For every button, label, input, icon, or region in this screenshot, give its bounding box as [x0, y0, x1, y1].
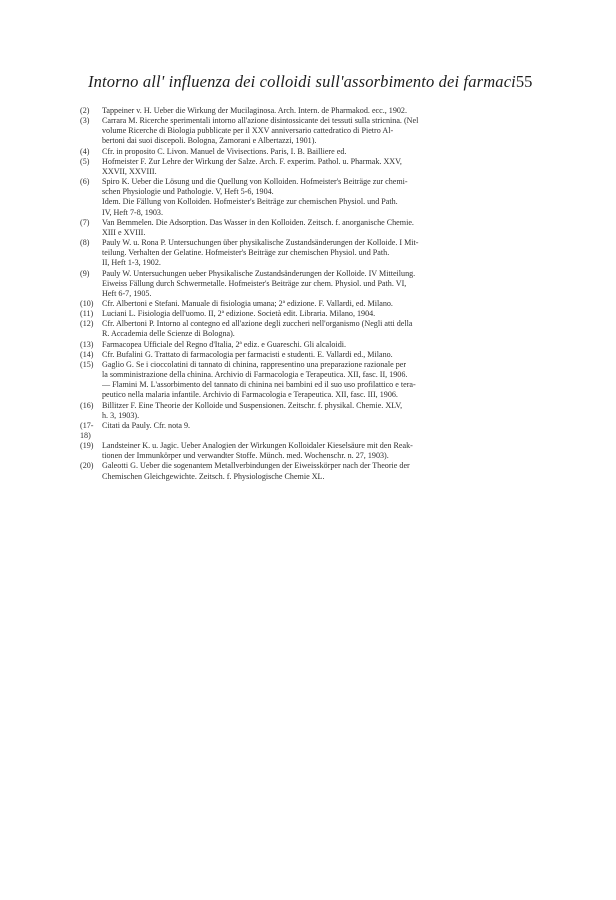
reference-line: Van Bemmelen. Die Adsorption. Das Wasser in den Kolloiden. Zeitsch. f. anorganische Chemie. — [102, 217, 414, 227]
reference-entry — [80, 147, 516, 157]
reference-line: Pauly W. u. Rona P. Untersuchungen über physikalische Zustandsänderungen der Kolloide. I Mit- — [102, 238, 419, 248]
reference-number: (10) — [80, 298, 94, 308]
reference-line: Spiro K. Ueber die Lösung und die Quellung von Kolloiden. Hofmeister's Beiträge zur chemi- — [102, 177, 408, 187]
reference-entry — [80, 269, 516, 299]
running-header — [88, 72, 533, 92]
reference-number: (2) — [80, 106, 90, 115]
reference-line: Citati da Pauly. Cfr. nota 9. — [102, 420, 191, 430]
reference-line: R. Accademia delle Scienze di Bologna). — [102, 329, 235, 339]
reference-number: (5) — [80, 156, 90, 166]
reference-text — [102, 421, 516, 441]
reference-number: (7) — [80, 217, 90, 227]
reference-line: Hofmeister F. Zur Lehre der Wirkung der Salze. Arch. F. experim. Pathol. u. Pharmak. XXV, — [102, 156, 402, 166]
reference-line: Gaglio G. Se i cioccolatini di tannato di chinina, rappresentino una preparazione razionale per — [102, 359, 407, 369]
reference-line: h. 3, 1903). — [102, 410, 140, 420]
reference-text — [102, 177, 516, 218]
reference-text — [102, 218, 516, 238]
reference-number: (4) — [80, 146, 90, 156]
reference-text — [102, 441, 516, 461]
reference-number: (6) — [80, 177, 90, 187]
reference-number: (14) — [80, 349, 94, 359]
reference-line: Cfr. Albertoni e Stefani. Manuale di fisiologia umana; 2ª edizione. F. Vallardi, ed. Milano. — [102, 298, 393, 308]
reference-line: Billitzer F. Eine Theorie der Kolloide und Suspensionen. Zeitschr. f. physikal. Chemie. XLV, — [102, 400, 403, 410]
reference-line: — Flamini M. L'assorbimento del tannato di chinina nei bambini ed il suo uso profilattico e tera- — [102, 380, 416, 390]
reference-line: Tappeiner v. H. Ueber die Wirkung der Mucilaginosa. Arch. Intern. de Pharmakod. ecc., 1902. — [102, 106, 408, 115]
reference-line: volume Ricerche di Biologia pubblicate per il XXV anniversario cattedratico di Pietro Al- — [102, 126, 394, 136]
reference-line: Farmacopea Ufficiale del Regno d'Italia, 2ª ediz. e Guareschi. Gli alcaloidi. — [102, 339, 347, 349]
reference-line: Cfr. in proposito C. Livon. Manuel de Vivisections. Paris, I. B. Bailliere ed. — [102, 146, 347, 156]
reference-number: (15) — [80, 359, 94, 369]
reference-text — [102, 461, 516, 481]
reference-number: (9) — [80, 268, 90, 278]
references-list — [80, 106, 516, 482]
running-title: Intorno all' influenza dei colloidi sull'assorbimento dei farmaci — [88, 72, 516, 91]
reference-entry — [80, 299, 516, 309]
reference-text — [102, 238, 516, 268]
reference-line: XIII e XVIII. — [102, 227, 146, 237]
reference-number: (17-18) — [80, 420, 94, 440]
reference-line: Landsteiner K. u. Jagic. Ueber Analogien der Wirkungen Kolloidaler Kieselsäure mit den Reak- — [102, 441, 413, 451]
reference-entry — [80, 360, 516, 401]
reference-entry — [80, 309, 516, 319]
reference-number: (11) — [80, 309, 94, 319]
page-number: 55 — [515, 72, 533, 91]
reference-line: la somministrazione della chinina. Archivio di Farmacologia e Terapeutica. XII, fasc. II, 1906. — [102, 370, 408, 380]
reference-number: (19) — [80, 441, 94, 451]
reference-entry — [80, 238, 516, 268]
reference-text — [102, 269, 516, 299]
reference-line: Galeotti G. Ueber die sogenantem Metallverbindungen der Eiweisskörper nach der Theorie der — [102, 461, 410, 471]
reference-entry — [80, 218, 516, 238]
reference-text — [102, 350, 516, 360]
reference-line: II, Heft 1-3, 1902. — [102, 258, 161, 268]
reference-line: bertoni dai suoi discepoli. Bologna, Zamorani e Albertazzi, 1901). — [102, 136, 317, 146]
reference-line: teilung. Verhalten der Gelatine. Hofmeister's Beiträge zur chemischen Physiol. und Path. — [102, 248, 390, 258]
reference-text — [102, 147, 516, 157]
reference-line: Pauly W. Untersuchungen ueber Physikalische Zustandsänderungen der Kolloide. IV Mitteilung. — [102, 268, 416, 278]
reference-entry — [80, 177, 516, 218]
reference-line: Eiweiss Fällung durch Schwermetalle. Hofmeister's Beiträge zur chem. Physiol. und Path. VI, — [102, 278, 407, 288]
reference-entry — [80, 106, 516, 116]
reference-line: Heft 6-7, 1905. — [102, 288, 152, 298]
reference-line: Chemischen Gleichgewichte. Zeitsch. f. Physiologische Chemie XL. — [102, 471, 325, 481]
reference-entry — [80, 350, 516, 360]
reference-text — [102, 299, 516, 309]
reference-line: Luciani L. Fisiologia dell'uomo. II, 2ª edizione. Società edit. Libraria. Milano, 1904. — [102, 309, 376, 319]
reference-number: (13) — [80, 339, 94, 349]
reference-number: (8) — [80, 238, 90, 248]
reference-entry — [80, 116, 516, 146]
reference-entry — [80, 441, 516, 461]
reference-number: (20) — [80, 461, 94, 471]
reference-line: Cfr. Albertoni P. Intorno al contegno ed all'azione degli zuccheri nell'organismo (Negli atti della — [102, 319, 413, 329]
reference-line: Idem. Die Fällung von Kolloiden. Hofmeister's Beiträge zur chemischen Physiol. und Path. — [102, 197, 398, 207]
reference-text — [102, 401, 516, 421]
reference-line: schen Physiologie und Pathologie. V, Heft 5-6, 1904. — [102, 187, 274, 197]
reference-number: (12) — [80, 319, 94, 329]
reference-entry — [80, 157, 516, 177]
reference-entry — [80, 461, 516, 481]
reference-entry — [80, 401, 516, 421]
reference-text — [102, 360, 516, 401]
reference-entry — [80, 319, 516, 339]
reference-text — [102, 340, 516, 350]
reference-line: XXVII, XXVIII. — [102, 166, 157, 176]
reference-line: IV, Heft 7-8, 1903. — [102, 207, 163, 217]
reference-entry — [80, 340, 516, 350]
reference-text — [102, 309, 516, 319]
reference-number: (16) — [80, 400, 94, 410]
reference-text — [102, 106, 516, 116]
reference-line: Cfr. Bufalini G. Trattato di farmacologia per farmacisti e studenti. E. Vallardi ed., Milano. — [102, 349, 393, 359]
reference-text — [102, 116, 516, 146]
reference-text — [102, 319, 516, 339]
reference-line: tionen der Immunkörper und verwandter Stoffe. Münch. med. Wochenschr. n. 27, 1903). — [102, 451, 389, 461]
reference-number: (3) — [80, 116, 90, 126]
reference-entry — [80, 421, 516, 441]
reference-line: Carrara M. Ricerche sperimentali intorno all'azione disintossicante dei tessuti sulla stricnina. (Nel — [102, 116, 419, 126]
reference-text — [102, 157, 516, 177]
reference-line: peutico nella malaria infantile. Archivio di Farmacologia e Terapeutica. XII, fasc. III, 1906. — [102, 390, 398, 400]
